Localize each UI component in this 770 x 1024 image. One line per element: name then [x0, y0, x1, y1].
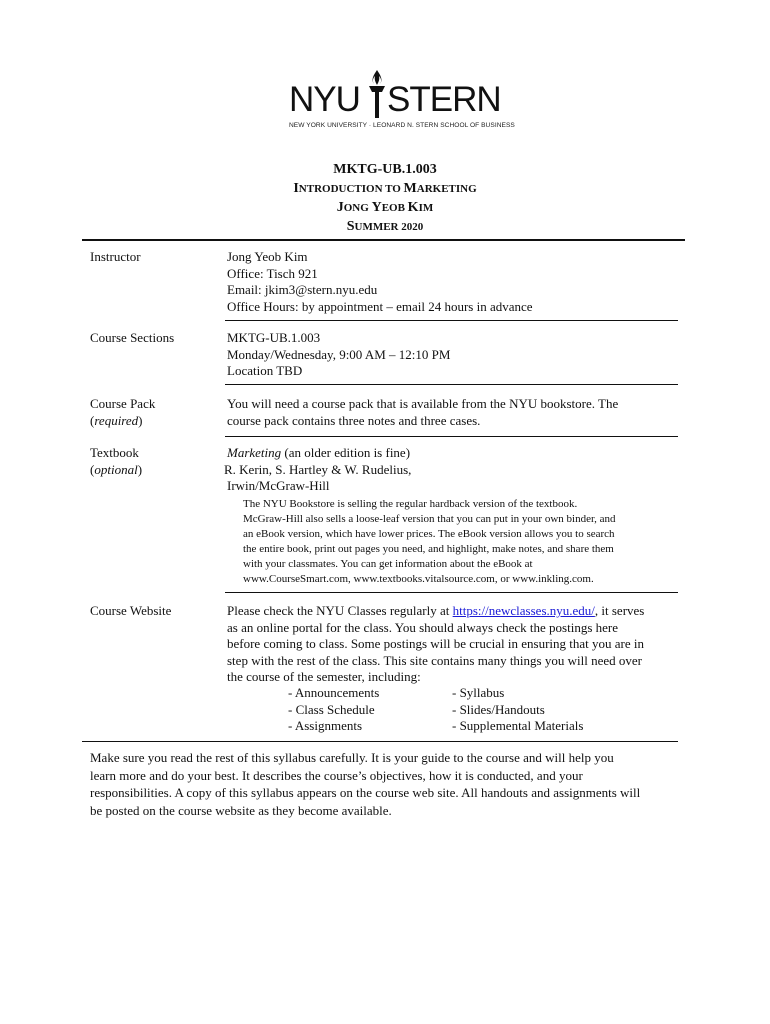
course-title: INTRODUCTION TO MARKETING	[293, 181, 477, 196]
section-code: MKTG-UB.1.003	[227, 330, 321, 345]
list-item: - Assignments	[288, 718, 363, 733]
closing-paragraph: Make sure you read the rest of this syllabus carefully. It is your guide to the course and will help you learn more and do your best. It describes the course’s objectives, how it is conducted, and your responsibilities. A copy of this syllabus appears on the course web site. All handouts and assignments will be posted on the course website as they become available.	[90, 750, 641, 818]
textbook-authors: R. Kerin, S. Hartley & W. Rudelius,	[224, 461, 412, 477]
textbook-label: Textbook (optional)	[90, 445, 143, 477]
textbook-title: Marketing	[227, 445, 282, 460]
list-item: - Slides/Handouts	[452, 701, 545, 717]
list-item: - Syllabus	[452, 685, 505, 700]
section-location: Location TBD	[227, 363, 303, 378]
website-list-right	[452, 685, 583, 735]
section-schedule: Monday/Wednesday, 9:00 AM – 12:10 PM	[227, 346, 451, 362]
footer-divider	[82, 741, 678, 742]
textbook-note: The NYU Bookstore is selling the regular hardback version of the textbook. McGraw-Hill also sells a loose-leaf version that you can put in your own binder, and an eBook version, which have lower prices. The eBook version allows you to search the entire book, print out pages you need, and highlight, make notes, and share them with your classmates. You can get information about the eBook at www.CourseSmart.com, www.textbooks.vitalsource.com, or www.inkling.com.	[243, 498, 616, 585]
nyu-stern-logo	[287, 64, 527, 136]
nyu-classes-link[interactable]: https://newclasses.nyu.edu/	[452, 603, 595, 618]
instructor-email: Email: jkim3@stern.nyu.edu	[227, 282, 378, 297]
course-pack-required-note: required	[94, 412, 139, 428]
instructor-hours: Office Hours: by appointment – email 24 hours in advance	[227, 298, 533, 314]
instructor-info	[227, 249, 682, 315]
list-item: - Class Schedule	[288, 701, 375, 717]
instructor-office: Office: Tisch 921	[227, 265, 318, 281]
list-item: - Announcements	[288, 685, 380, 700]
sections-info	[227, 330, 682, 380]
course-pack-info: You will need a course pack that is available from the NYU bookstore. The course pack contains three notes and three cases.	[227, 396, 619, 428]
logo-tagline: NEW YORK UNIVERSITY · LEONARD N. STERN SCHOOL OF BUSINESS	[289, 122, 515, 129]
textbook-optional-note: optional	[94, 461, 138, 477]
term-heading: SUMMER 2020	[346, 219, 424, 234]
instructor-name: Jong Yeob Kim	[227, 249, 308, 264]
section-divider	[225, 320, 678, 321]
list-item: - Supplemental Materials	[452, 718, 584, 733]
course-code: MKTG-UB.1.003	[333, 162, 437, 177]
instructor-name-heading: JONG YEOB KIM	[336, 200, 434, 215]
sections-label: Course Sections	[90, 330, 175, 345]
section-divider	[225, 384, 678, 385]
website-list-left	[288, 685, 379, 735]
website-label: Course Website	[90, 603, 172, 618]
textbook-info	[224, 445, 682, 495]
textbook-title-line: Marketing (an older edition is fine)	[227, 445, 411, 460]
course-header	[0, 160, 770, 236]
section-divider	[225, 436, 678, 437]
course-pack-label: Course Pack (required)	[90, 396, 156, 428]
logo-stern-text: STERN	[387, 80, 501, 119]
logo-nyu-text: NYU	[289, 80, 360, 119]
instructor-label: Instructor	[90, 249, 141, 264]
textbook-publisher: Irwin/McGraw-Hill	[227, 478, 330, 493]
website-info: Please check the NYU Classes regularly at https://newclasses.nyu.edu/, it serves as an online portal for the class. You should always check the postings here before coming to class. Some postings will be crucial in ensuring that you are in step with the rest of the class. This site contains many things you will need over the course of the semester, including:	[227, 603, 645, 684]
header-divider	[82, 239, 685, 241]
section-divider	[225, 592, 678, 593]
